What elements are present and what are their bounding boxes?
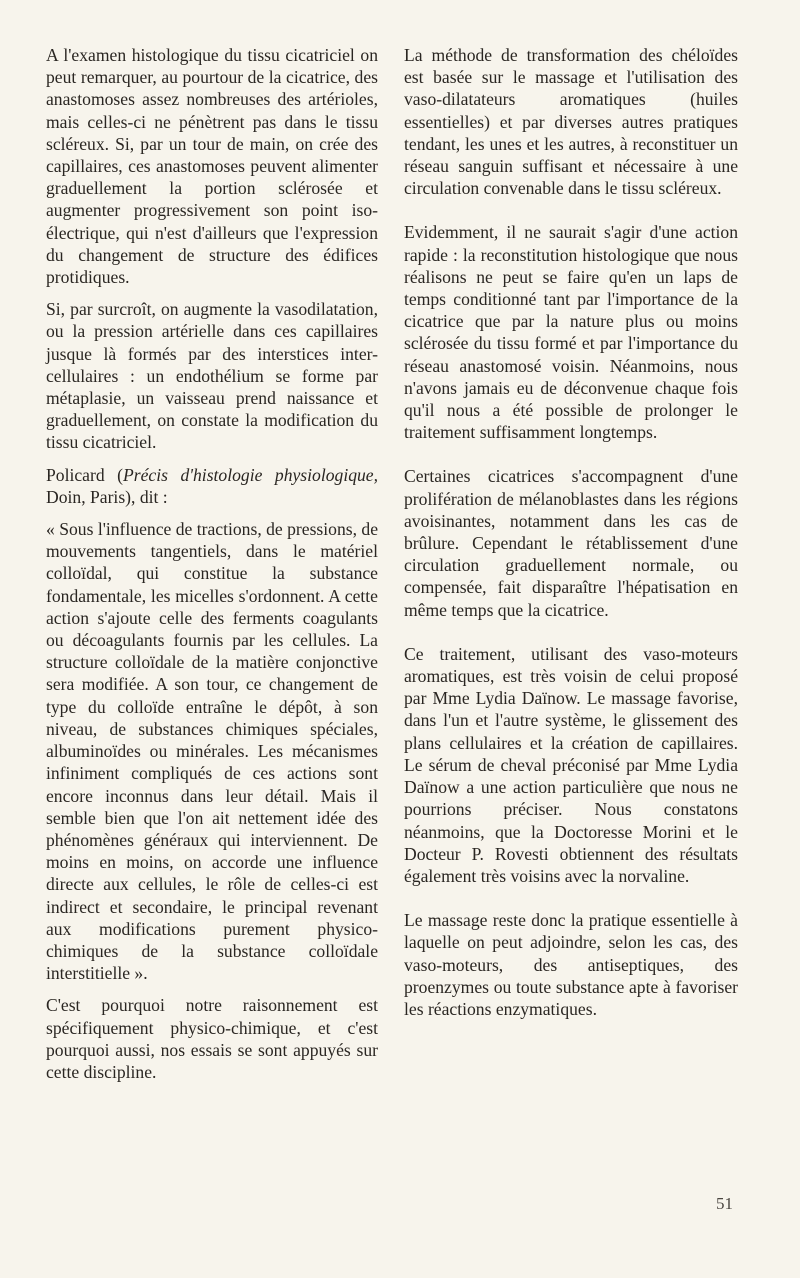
paragraph-method: La méthode de transformation des chéloïdes est basée sur le massage et l'utilisation des vaso-dilatateurs aromatiques (huiles essentielles) et par diverses autres pratiques tendant, les unes et les autres, à reconstituer un réseau sanguin suffisant et nécessaire à une circulation convenable dans le tissu scléreux. bbox=[404, 45, 738, 199]
citation-author: Policard ( bbox=[46, 464, 123, 485]
paragraph-physico-chemical: C'est pourquoi notre raisonnement est spécifiquement physico-chimique, et c'est pourquoi aussi, nos essais se sont appuyés sur cette discipline. bbox=[46, 995, 378, 1082]
citation-book-title: Précis d'histologie physiologique, bbox=[123, 464, 379, 485]
paragraph-histology: A l'examen histologique du tissu cicatriciel on peut remarquer, au pourtour de la cicatrice, des anastomoses assez nombreuses des artérioles, mais celles-ci ne pénètrent pas dans le tissu scléreux. Si, par un tour de main, on crée des capillaires, ces anastomoses peuvent alimenter graduellement la portion sclérosée et augmenter progressivement son point iso-électrique, qui n'est d'ailleurs que l'expression du changement de structure des édifices protidiques. bbox=[46, 45, 378, 288]
paragraph-massage: Le massage reste donc la pratique essentielle à laquelle on peut adjoindre, selon les cas, des vaso-moteurs, des antiseptiques, des proenzymes ou toute substance apte à favoriser les réactions enzymatiques. bbox=[404, 910, 738, 1019]
paragraph-vasodilatation: Si, par surcroît, on augmente la vasodilatation, ou la pression artérielle dans ces capillaires jusque là formés par des interstices inter-cellulaires : un endothélium se forme par métaplasie, un vaisseau prend naissance et graduellement, on constate la modification du tissu cicatriciel. bbox=[46, 299, 378, 453]
paragraph-melanoblasts: Certaines cicatrices s'accompagnent d'une prolifération de mélanoblastes dans les régions avoisinantes, notamment dans les cas de brûlure. Cependant le rétablissement d'une circulation graduellement normale, ou compensée, fait disparaître l'hépatisation en même temps que la cicatrice. bbox=[404, 466, 738, 620]
paragraph-treatment: Ce traitement, utilisant des vaso-moteurs aromatiques, est très voisin de celui proposé par Mme Lydia Daïnow. Le massage favorise, dans l'un et l'autre système, le glissement des plans cellulaires et la création de capillaires. Le sérum de cheval préconisé par Mme Lydia Daïnow a une action particulière que nous ne pourrions préciser. Nous constatons néanmoins, que la Doctoresse Morini et le Docteur P. Rovesti obtiennent des résultats également très voisins avec la norvaline. bbox=[404, 643, 738, 886]
page-number: 51 bbox=[716, 1194, 733, 1213]
left-column bbox=[46, 44, 378, 1093]
citation-publisher: Doin, Paris), dit : bbox=[46, 486, 168, 507]
paragraph-policard-citation bbox=[46, 464, 378, 508]
right-column bbox=[404, 44, 738, 1042]
paragraph-quotation: « Sous l'influence de tractions, de pressions, de mouvements tangentiels, dans le matériel colloïdal, qui constitue la substance fondamentale, les micelles s'ordonnent. A cette action s'ajoute celle des ferments coagulants ou décoagulants fournis par les cellules. La structure colloïdale de la matière conjonctive sera modifiée. A son tour, ce changement de type du colloïde entraîne le dépôt, à son niveau, de substances chimiques spéciales, albuminoïdes ou minérales. Les mécanismes infiniment compliqués de ces actions sont encore inconnus dans leur détail. Mais il semble bien que l'on ait nettement idée des phénomènes généraux qui interviennent. De moins en moins, on accorde une influence directe aux cellules, le rôle de celles-ci est indirect et secondaire, le principal revenant aux modifications purement physico-chimiques de la substance colloïdale interstitielle ». bbox=[46, 519, 379, 984]
paragraph-slow-action: Evidemment, il ne saurait s'agir d'une action rapide : la reconstitution histologique que nous réalisons ne peut se faire qu'en un laps de temps conditionné tant par l'importance de la cicatrice que par la nature plus ou moins sclérosée du tissu formé et par l'importance du réseau anastomosé voisin. Néanmoins, nous n'avons jamais eu de déconvenue chaque fois qu'il nous a été possible de prolonger le traitement suffisamment longtemps. bbox=[404, 222, 738, 443]
